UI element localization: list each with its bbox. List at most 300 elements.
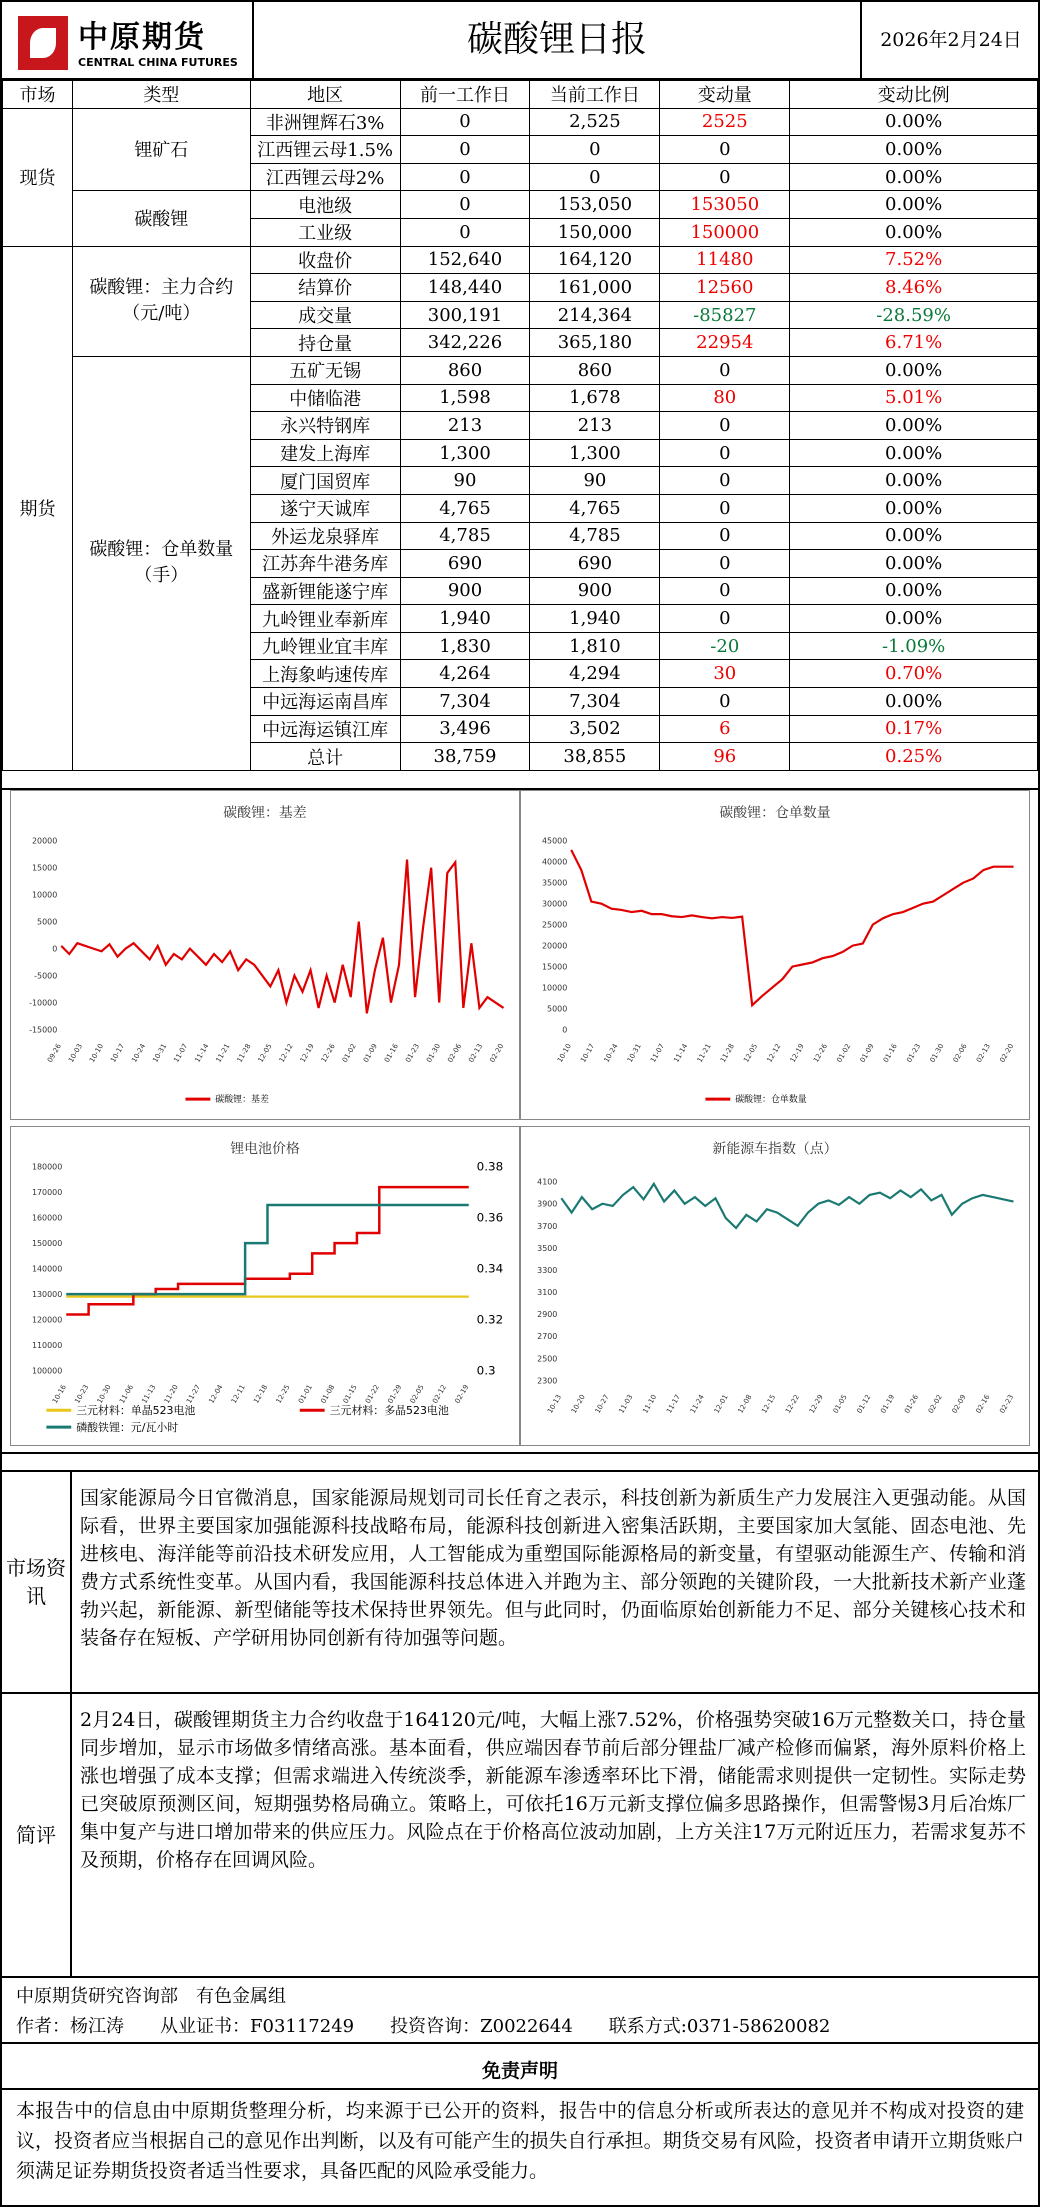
change-pct: 0.00% [790,136,1038,164]
x-tick-label: 11-14 [672,1042,690,1064]
series-line-lfp [66,1205,468,1294]
change-pct: 0.00% [790,439,1038,467]
footer-author: 作者：杨江涛 从业证书：F03117249 投资咨询：Z0022644 联系方式:0371-58620082 [16,2016,831,2037]
prev-value: 1,830 [400,632,530,660]
change-value: 150000 [660,218,790,246]
row-label: 江西锂云母1.5% [250,136,400,164]
x-tick-label: 11-07 [649,1042,667,1064]
chart-svg [521,791,1029,1119]
row-label: 收盘价 [250,246,400,274]
x-tick-label: 10-24 [130,1042,148,1064]
x-tick-label: 11-28 [235,1042,253,1064]
y-tick-label: 25000 [542,920,568,930]
change-value: 0 [660,605,790,633]
y-tick-label: 3100 [537,1288,558,1298]
change-pct: 0.00% [790,108,1038,136]
change-value: -20 [660,632,790,660]
row-label: 工业级 [250,218,400,246]
change-value: 11480 [660,246,790,274]
y-tick-label: 40000 [542,857,568,867]
change-value: -85827 [660,301,790,329]
y-tick-label: 2500 [537,1354,558,1364]
change-value: 0 [660,439,790,467]
x-tick-label: 01-23 [404,1042,422,1064]
row-label: 非洲锂辉石3% [250,108,400,136]
row-label: 九岭锂业宜丰库 [250,632,400,660]
curr-value: 214,364 [530,301,660,329]
disclaimer-title: 免责声明 [481,2060,558,2082]
prev-value: 4,765 [400,494,530,522]
x-tick-label: 11-13 [140,1383,158,1405]
curr-value: 1,810 [530,632,660,660]
prev-value: 7,304 [400,688,530,716]
news-text: 国家能源局今日官微消息，国家能源局规划司司长任育之表示，科技创新为新质生产力发展注入更强动能。从国际看，世界主要国家加强能源科技战略布局，能源科技创新进入密集活跃期，主要国家加大氢能、固态电池、先进核电、海洋能等前沿技术研发应用，人工智能成为重塑国际能源格局的新变量，有望驱动能源生产、传输和消费方式系统性变革。从国内看，我国能源科技总体进入并跑为主、部分领跑的关键阶段，一大批新技术新产业蓬勃兴起，新能源、新型储能等技术保持世界领先。但与此同时，仍面临原始创新能力不足、部分关键核心技术和装备存在短板、产学研用协同创新有待加强等问题。 [80,1487,1026,1649]
x-tick-label: 02-19 [453,1383,471,1405]
type-warehouse: 碳酸锂：仓单数量（手） [72,356,250,770]
x-tick-label: 11-24 [688,1393,706,1415]
x-tick-label: 10-17 [579,1042,597,1064]
report-header [2,2,1038,80]
row-label: 江苏奔牛港务库 [250,550,400,578]
change-pct: 0.00% [790,577,1038,605]
row-label: 九岭锂业奉新库 [250,605,400,633]
y-tick-label: 3300 [537,1265,558,1275]
x-tick-label: 12-19 [788,1042,806,1064]
legend-label: 碳酸锂：基差 [215,1095,269,1106]
row-label: 中储临港 [250,384,400,412]
y-tick-label: 180000 [31,1162,63,1172]
change-value: 0 [660,494,790,522]
x-tick-label: 10-13 [546,1393,564,1415]
x-tick-label: 01-16 [382,1042,400,1064]
table-header-cell: 地区 [250,81,400,109]
change-pct: 0.00% [790,218,1038,246]
change-value: 0 [660,577,790,605]
row-label: 总计 [250,743,400,771]
news-label: 市场资讯 [2,1472,72,1692]
type-ore: 锂矿石 [72,108,250,191]
change-value: 6 [660,715,790,743]
x-tick-label: 01-09 [858,1042,876,1064]
change-pct: 0.00% [790,412,1038,440]
y-tick-label: 45000 [542,836,568,846]
curr-value: 1,300 [530,439,660,467]
curr-value: 365,180 [530,329,660,357]
legend-label: 三元材料：多晶523电池 [329,1404,449,1418]
x-tick-label: 11-14 [193,1042,211,1064]
curr-value: 164,120 [530,246,660,274]
report-date: 2026年2月24日 [880,29,1022,51]
row-label: 五矿无锡 [250,356,400,384]
change-value: 2525 [660,108,790,136]
x-tick-label: 10-17 [109,1042,127,1064]
x-tick-label: 11-21 [695,1042,713,1064]
x-tick-label: 02-23 [998,1393,1016,1415]
x-tick-label: 12-05 [256,1042,274,1064]
row-label: 遂宁天诚库 [250,494,400,522]
change-value: 22954 [660,329,790,357]
prev-value: 1,300 [400,439,530,467]
x-tick-label: 12-29 [807,1393,825,1415]
legend-label: 磷酸铁锂：元/瓦小时 [76,1421,179,1435]
table-row [3,246,1038,274]
comment-section [2,1694,1038,1978]
x-tick-label: 02-13 [974,1042,992,1064]
change-value: 0 [660,356,790,384]
change-value: 80 [660,384,790,412]
prev-value: 213 [400,412,530,440]
prev-value: 1,598 [400,384,530,412]
x-tick-label: 12-26 [319,1042,337,1064]
x-tick-label: 02-13 [467,1042,485,1064]
y-tick-label: 2300 [537,1376,558,1386]
change-value: 0 [660,467,790,495]
x-tick-label: 10-10 [88,1042,106,1064]
chart-svg [11,1127,519,1445]
prev-value: 0 [400,163,530,191]
x-tick-label: 01-02 [835,1042,853,1064]
y2-tick-label: 0.38 [476,1159,504,1174]
x-tick-label: 02-09 [950,1393,968,1415]
x-tick-label: 11-21 [214,1042,232,1064]
x-tick-label: 11-03 [617,1393,635,1415]
y-tick-label: 35000 [542,878,568,888]
change-pct: 0.00% [790,494,1038,522]
y-tick-label: 15000 [32,863,58,873]
curr-value: 38,855 [530,743,660,771]
change-pct: 0.17% [790,715,1038,743]
x-tick-label: 12-26 [812,1042,830,1064]
y-tick-label: 0 [52,944,58,954]
table-header-row [3,81,1038,109]
prev-value: 4,264 [400,660,530,688]
prev-value: 38,759 [400,743,530,771]
table-header-cell: 变动量 [660,81,790,109]
y-tick-label: 110000 [31,1340,63,1350]
x-tick-label: 10-03 [67,1042,85,1064]
x-tick-label: 01-29 [386,1383,404,1405]
change-value: 0 [660,550,790,578]
curr-value: 161,000 [530,274,660,302]
change-pct: -28.59% [790,301,1038,329]
y-tick-label: 3700 [537,1221,558,1231]
x-tick-label: 12-12 [277,1042,295,1064]
x-tick-label: 10-31 [625,1042,643,1064]
logo-en: CENTRAL CHINA FUTURES [78,56,238,69]
curr-value: 1,678 [530,384,660,412]
logo-mark-icon [18,16,68,70]
y-tick-label: 160000 [31,1213,63,1223]
y-tick-label: 2700 [537,1332,558,1342]
warehouse-series-line [571,850,1013,1005]
row-label: 江西锂云母2% [250,163,400,191]
row-label: 盛新锂能遂宁库 [250,577,400,605]
row-label: 成交量 [250,301,400,329]
curr-value: 4,785 [530,522,660,550]
y-tick-label: 0 [562,1025,568,1035]
x-tick-label: 02-20 [488,1042,506,1064]
curr-value: 1,940 [530,605,660,633]
disclaimer-text: 本报告中的信息由中原期货整理分析，均来源于已公开的资料，报告中的信息分析或所表达的意见并不构成对投资的建议，投资者应当根据自己的意见作出判断，以及有可能产生的损失自行承担。期货交易有风险，投资者申请开立期货账户须满足证券期货投资者适当性要求，具备匹配的风险承受能力。 [16,2100,1024,2182]
curr-value: 860 [530,356,660,384]
y-tick-label: -10000 [29,998,58,1008]
change-pct: 0.00% [790,356,1038,384]
x-tick-label: 10-23 [73,1383,91,1405]
x-tick-label: 01-05 [831,1393,849,1415]
x-tick-label: 01-02 [340,1042,358,1064]
change-pct: 7.52% [790,246,1038,274]
change-pct: 6.71% [790,329,1038,357]
y-tick-label: -5000 [34,971,58,981]
y2-tick-label: 0.32 [476,1312,504,1327]
change-pct: 0.00% [790,550,1038,578]
prev-value: 0 [400,191,530,219]
x-tick-label: 10-24 [602,1042,620,1064]
y-tick-label: 3900 [537,1199,558,1209]
change-pct: 0.00% [790,522,1038,550]
row-label: 结算价 [250,274,400,302]
y2-tick-label: 0.3 [476,1363,496,1378]
x-tick-label: 02-02 [926,1393,944,1415]
curr-value: 7,304 [530,688,660,716]
comment-label: 简评 [2,1694,72,1976]
y-tick-label: 15000 [542,962,568,972]
x-tick-label: 02-06 [446,1042,464,1064]
chart-title: 碳酸锂：基差 [223,804,307,821]
chart-title: 碳酸锂：仓单数量 [719,804,831,821]
x-tick-label: 12-19 [298,1042,316,1064]
chart-svg [11,791,519,1119]
table-row [3,356,1038,384]
legend-label: 三元材料：单晶523电池 [76,1404,196,1418]
y-tick-label: 120000 [31,1315,63,1325]
y-tick-label: 2900 [537,1310,558,1320]
prev-value: 1,940 [400,605,530,633]
prev-value: 0 [400,136,530,164]
y2-tick-label: 0.36 [476,1210,504,1225]
change-pct: 0.70% [790,660,1038,688]
table-header-cell: 当前工作日 [530,81,660,109]
row-label: 中远海运南昌库 [250,688,400,716]
table-header-cell: 变动比例 [790,81,1038,109]
prev-value: 900 [400,577,530,605]
x-tick-label: 01-30 [425,1042,443,1064]
curr-value: 90 [530,467,660,495]
news-section [2,1472,1038,1694]
change-value: 0 [660,163,790,191]
y2-tick-label: 0.34 [476,1261,504,1276]
charts-area [2,790,1038,1454]
type-main: 碳酸锂：主力合约（元/吨） [72,246,250,356]
prev-value: 90 [400,467,530,495]
y-tick-label: 20000 [542,941,568,951]
curr-value: 150,000 [530,218,660,246]
y-tick-label: -15000 [29,1025,58,1035]
prev-value: 300,191 [400,301,530,329]
report-title: 碳酸锂日报 [252,2,862,78]
x-tick-label: 01-01 [296,1383,314,1405]
divider [2,2088,1038,2090]
x-tick-label: 02-05 [408,1383,426,1405]
y-tick-label: 20000 [32,836,58,846]
change-value: 30 [660,660,790,688]
prev-value: 0 [400,108,530,136]
y-tick-label: 5000 [37,917,58,927]
chart-title: 新能源车指数（点） [712,1140,838,1157]
prev-value: 0 [400,218,530,246]
x-tick-label: 12-01 [712,1393,730,1415]
table-row [3,108,1038,136]
change-value: 0 [660,136,790,164]
y-tick-label: 30000 [542,899,568,909]
change-pct: 8.46% [790,274,1038,302]
row-label: 电池级 [250,191,400,219]
y-tick-label: 10000 [32,890,58,900]
x-tick-label: 10-30 [95,1383,113,1405]
spacer [2,772,1038,790]
x-tick-label: 11-06 [118,1383,136,1405]
comment-text: 2月24日，碳酸锂期货主力合约收盘于164120元/吨，大幅上涨7.52%，价格强势突破16万元整数关口，持仓量同步增加，显示市场做多情绪高涨。基本面看，供应端因春节前后部分锂盐厂减产检修而偏紧，海外原料价格上涨也增强了成本支撑；但需求端进入传统淡季，新能源车渗透率环比下滑，储能需求则提供一定韧性。实际走势已突破原预测区间，短期强势格局确立。策略上，可依托16万元新支撑位偏多思路操作，但需警惕3月后冶炼厂集中复产与进口增加带来的供应压力。风险点在于价格高位波动加剧，上方关注17万元附近压力，若需求复苏不及预期，价格存在回调风险。 [80,1709,1026,1871]
change-value: 0 [660,522,790,550]
curr-value: 900 [530,577,660,605]
logo-cn: 中原期货 [78,20,206,55]
table-header-cell: 类型 [72,81,250,109]
prev-value: 152,640 [400,246,530,274]
x-tick-label: 01-23 [905,1042,923,1064]
curr-value: 0 [530,136,660,164]
change-value: 0 [660,688,790,716]
footer-dept: 中原期货研究咨询部 有色金属组 [16,1986,286,2007]
x-tick-label: 11-28 [718,1042,736,1064]
curr-value: 690 [530,550,660,578]
curr-value: 153,050 [530,191,660,219]
chart-title: 锂电池价格 [230,1140,300,1157]
company-logo [10,10,250,74]
change-pct: 5.01% [790,384,1038,412]
prev-value: 148,440 [400,274,530,302]
basis-chart [10,790,520,1120]
y-tick-label: 100000 [31,1366,63,1376]
basis-series-line [61,860,503,1014]
x-tick-label: 12-11 [229,1383,247,1405]
legend-label: 碳酸锂：仓单数量 [735,1095,807,1106]
y-tick-label: 140000 [31,1264,63,1274]
x-tick-label: 11-07 [172,1042,190,1064]
x-tick-label: 01-26 [903,1393,921,1415]
x-tick-label: 12-04 [207,1383,225,1405]
x-tick-label: 01-12 [855,1393,873,1415]
x-tick-label: 02-16 [974,1393,992,1415]
x-tick-label: 10-16 [50,1383,68,1405]
market-spot: 现货 [3,108,73,246]
x-tick-label: 10-20 [569,1393,587,1415]
market-futures: 期货 [3,246,73,770]
prev-value: 690 [400,550,530,578]
row-label: 外运龙泉驿库 [250,522,400,550]
y-tick-label: 10000 [542,983,568,993]
x-tick-label: 12-05 [742,1042,760,1064]
x-tick-label: 02-20 [998,1042,1016,1064]
x-tick-label: 12-08 [736,1393,754,1415]
x-tick-label: 01-09 [361,1042,379,1064]
x-tick-label: 02-06 [951,1042,969,1064]
change-pct: 0.00% [790,605,1038,633]
row-label: 持仓量 [250,329,400,357]
y-tick-label: 3500 [537,1243,558,1253]
x-tick-label: 10-27 [593,1393,611,1415]
change-value: 0 [660,412,790,440]
x-tick-label: 01-15 [341,1383,359,1405]
curr-value: 213 [530,412,660,440]
curr-value: 3,502 [530,715,660,743]
y-tick-label: 5000 [547,1004,568,1014]
nev-index-series-line [561,1184,1013,1228]
change-pct: -1.09% [790,632,1038,660]
row-label: 厦门国贸库 [250,467,400,495]
x-tick-label: 11-17 [665,1393,683,1415]
change-pct: 0.25% [790,743,1038,771]
change-value: 12560 [660,274,790,302]
curr-value: 4,765 [530,494,660,522]
change-value: 153050 [660,191,790,219]
row-label: 建发上海库 [250,439,400,467]
y-tick-label: 150000 [31,1239,63,1249]
change-value: 96 [660,743,790,771]
price-table [2,80,1038,771]
x-tick-label: 12-25 [274,1383,292,1405]
row-label: 上海象屿速传库 [250,660,400,688]
x-tick-label: 01-19 [879,1393,897,1415]
x-tick-label: 10-10 [555,1042,573,1064]
chart-svg [521,1127,1029,1445]
x-tick-label: 12-22 [784,1393,802,1415]
x-tick-label: 02-12 [431,1383,449,1405]
nev-index-chart [520,1126,1030,1446]
y-tick-label: 130000 [31,1290,63,1300]
table-row [3,191,1038,219]
x-tick-label: 12-12 [765,1042,783,1064]
curr-value: 2,525 [530,108,660,136]
x-tick-label: 12-15 [760,1393,778,1415]
row-label: 永兴特钢库 [250,412,400,440]
x-tick-label: 11-20 [162,1383,180,1405]
divider [2,2042,1038,2044]
type-lc: 碳酸锂 [72,191,250,246]
curr-value: 0 [530,163,660,191]
spacer [2,1454,1038,1472]
prev-value: 342,226 [400,329,530,357]
row-label: 中远海运镇江库 [250,715,400,743]
battery-price-chart [10,1126,520,1446]
warehouse-chart [520,790,1030,1120]
x-tick-label: 01-22 [363,1383,382,1405]
x-tick-label: 09-26 [45,1042,63,1064]
change-pct: 0.00% [790,191,1038,219]
table-header-cell: 市场 [3,81,73,109]
x-tick-label: 01-30 [928,1042,946,1064]
x-tick-label: 12-18 [252,1383,270,1405]
x-tick-label: 01-16 [881,1042,899,1064]
change-pct: 0.00% [790,467,1038,495]
y-tick-label: 170000 [31,1188,63,1198]
x-tick-label: 11-27 [185,1383,203,1405]
curr-value: 4,294 [530,660,660,688]
change-pct: 0.00% [790,163,1038,191]
change-pct: 0.00% [790,688,1038,716]
x-tick-label: 11-10 [641,1393,659,1415]
prev-value: 860 [400,356,530,384]
prev-value: 4,785 [400,522,530,550]
